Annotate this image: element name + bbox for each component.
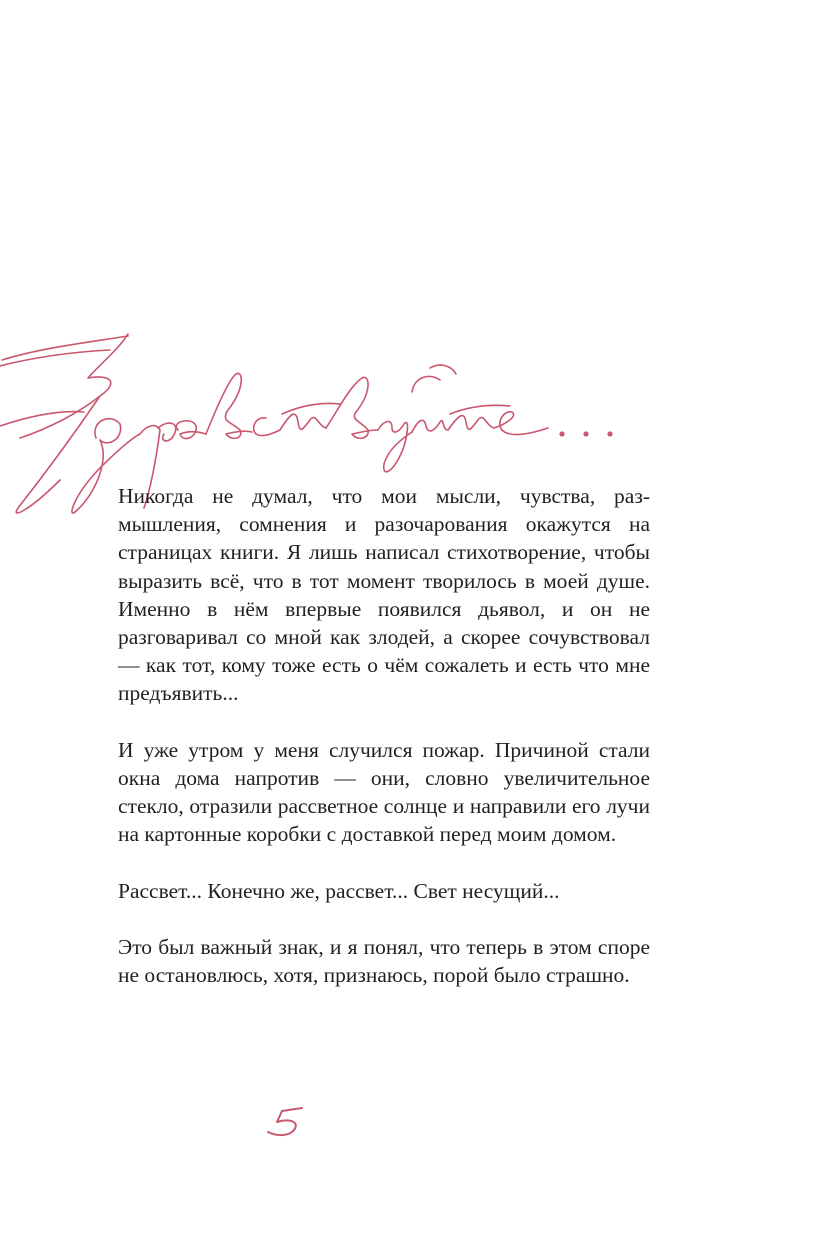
- heading-stroke: [0, 350, 110, 366]
- page-number-glyph: [268, 1108, 302, 1135]
- heading-stroke: [430, 365, 456, 374]
- heading-stroke: [494, 412, 548, 435]
- heading-stroke: [176, 421, 206, 439]
- ellipsis-dot: [607, 431, 612, 436]
- paragraph: Рассвет... Конечно же, рассвет... Свет несущий...: [118, 878, 560, 903]
- heading-stroke: [326, 377, 378, 438]
- body-text: [118, 482, 650, 1018]
- heading-stroke: [254, 418, 280, 436]
- heading-stroke: [450, 405, 510, 414]
- paragraph: И уже утром у меня случился пожар. Причиной стали окна дома напротив — они, словно увеличительное стекло, отразили рассветное солнце и направили его лучи на картонные коробки с доставкой перед моим домом.: [118, 737, 650, 847]
- heading-stroke: [0, 412, 84, 426]
- heading-stroke: [206, 373, 252, 438]
- paragraph: Это был важный знак, и я понял, что теперь в этом споре не остановлюсь, хотя, признаюсь, порой было страшно.: [118, 935, 650, 988]
- heading-stroke: [16, 396, 100, 513]
- heading-stroke: [412, 376, 440, 392]
- ellipsis-dot: [559, 431, 564, 436]
- heading-stroke: [20, 334, 128, 438]
- heading-stroke: [412, 420, 448, 432]
- heading-stroke: [282, 403, 340, 414]
- heading-stroke: [280, 414, 326, 430]
- paragraph: Никогда не думал, что мои мысли, чувства, размышления, сомнения и разочарования окажутся на страницах книги. Я лишь написал стихотворение, чтобы выразить всё, что в тот момент творилось в моей душе. Именно в нём впервые появился дьявол, и он не разговаривал со мной как злодей, а скорее сочувствовал — как тот, кому тоже есть о чём сожалеть и есть что мне предъявить...: [118, 484, 650, 706]
- heading-stroke: [448, 416, 494, 430]
- ellipsis-dot: [583, 431, 588, 436]
- page-number: [262, 1104, 312, 1144]
- heading-stroke: [378, 421, 412, 471]
